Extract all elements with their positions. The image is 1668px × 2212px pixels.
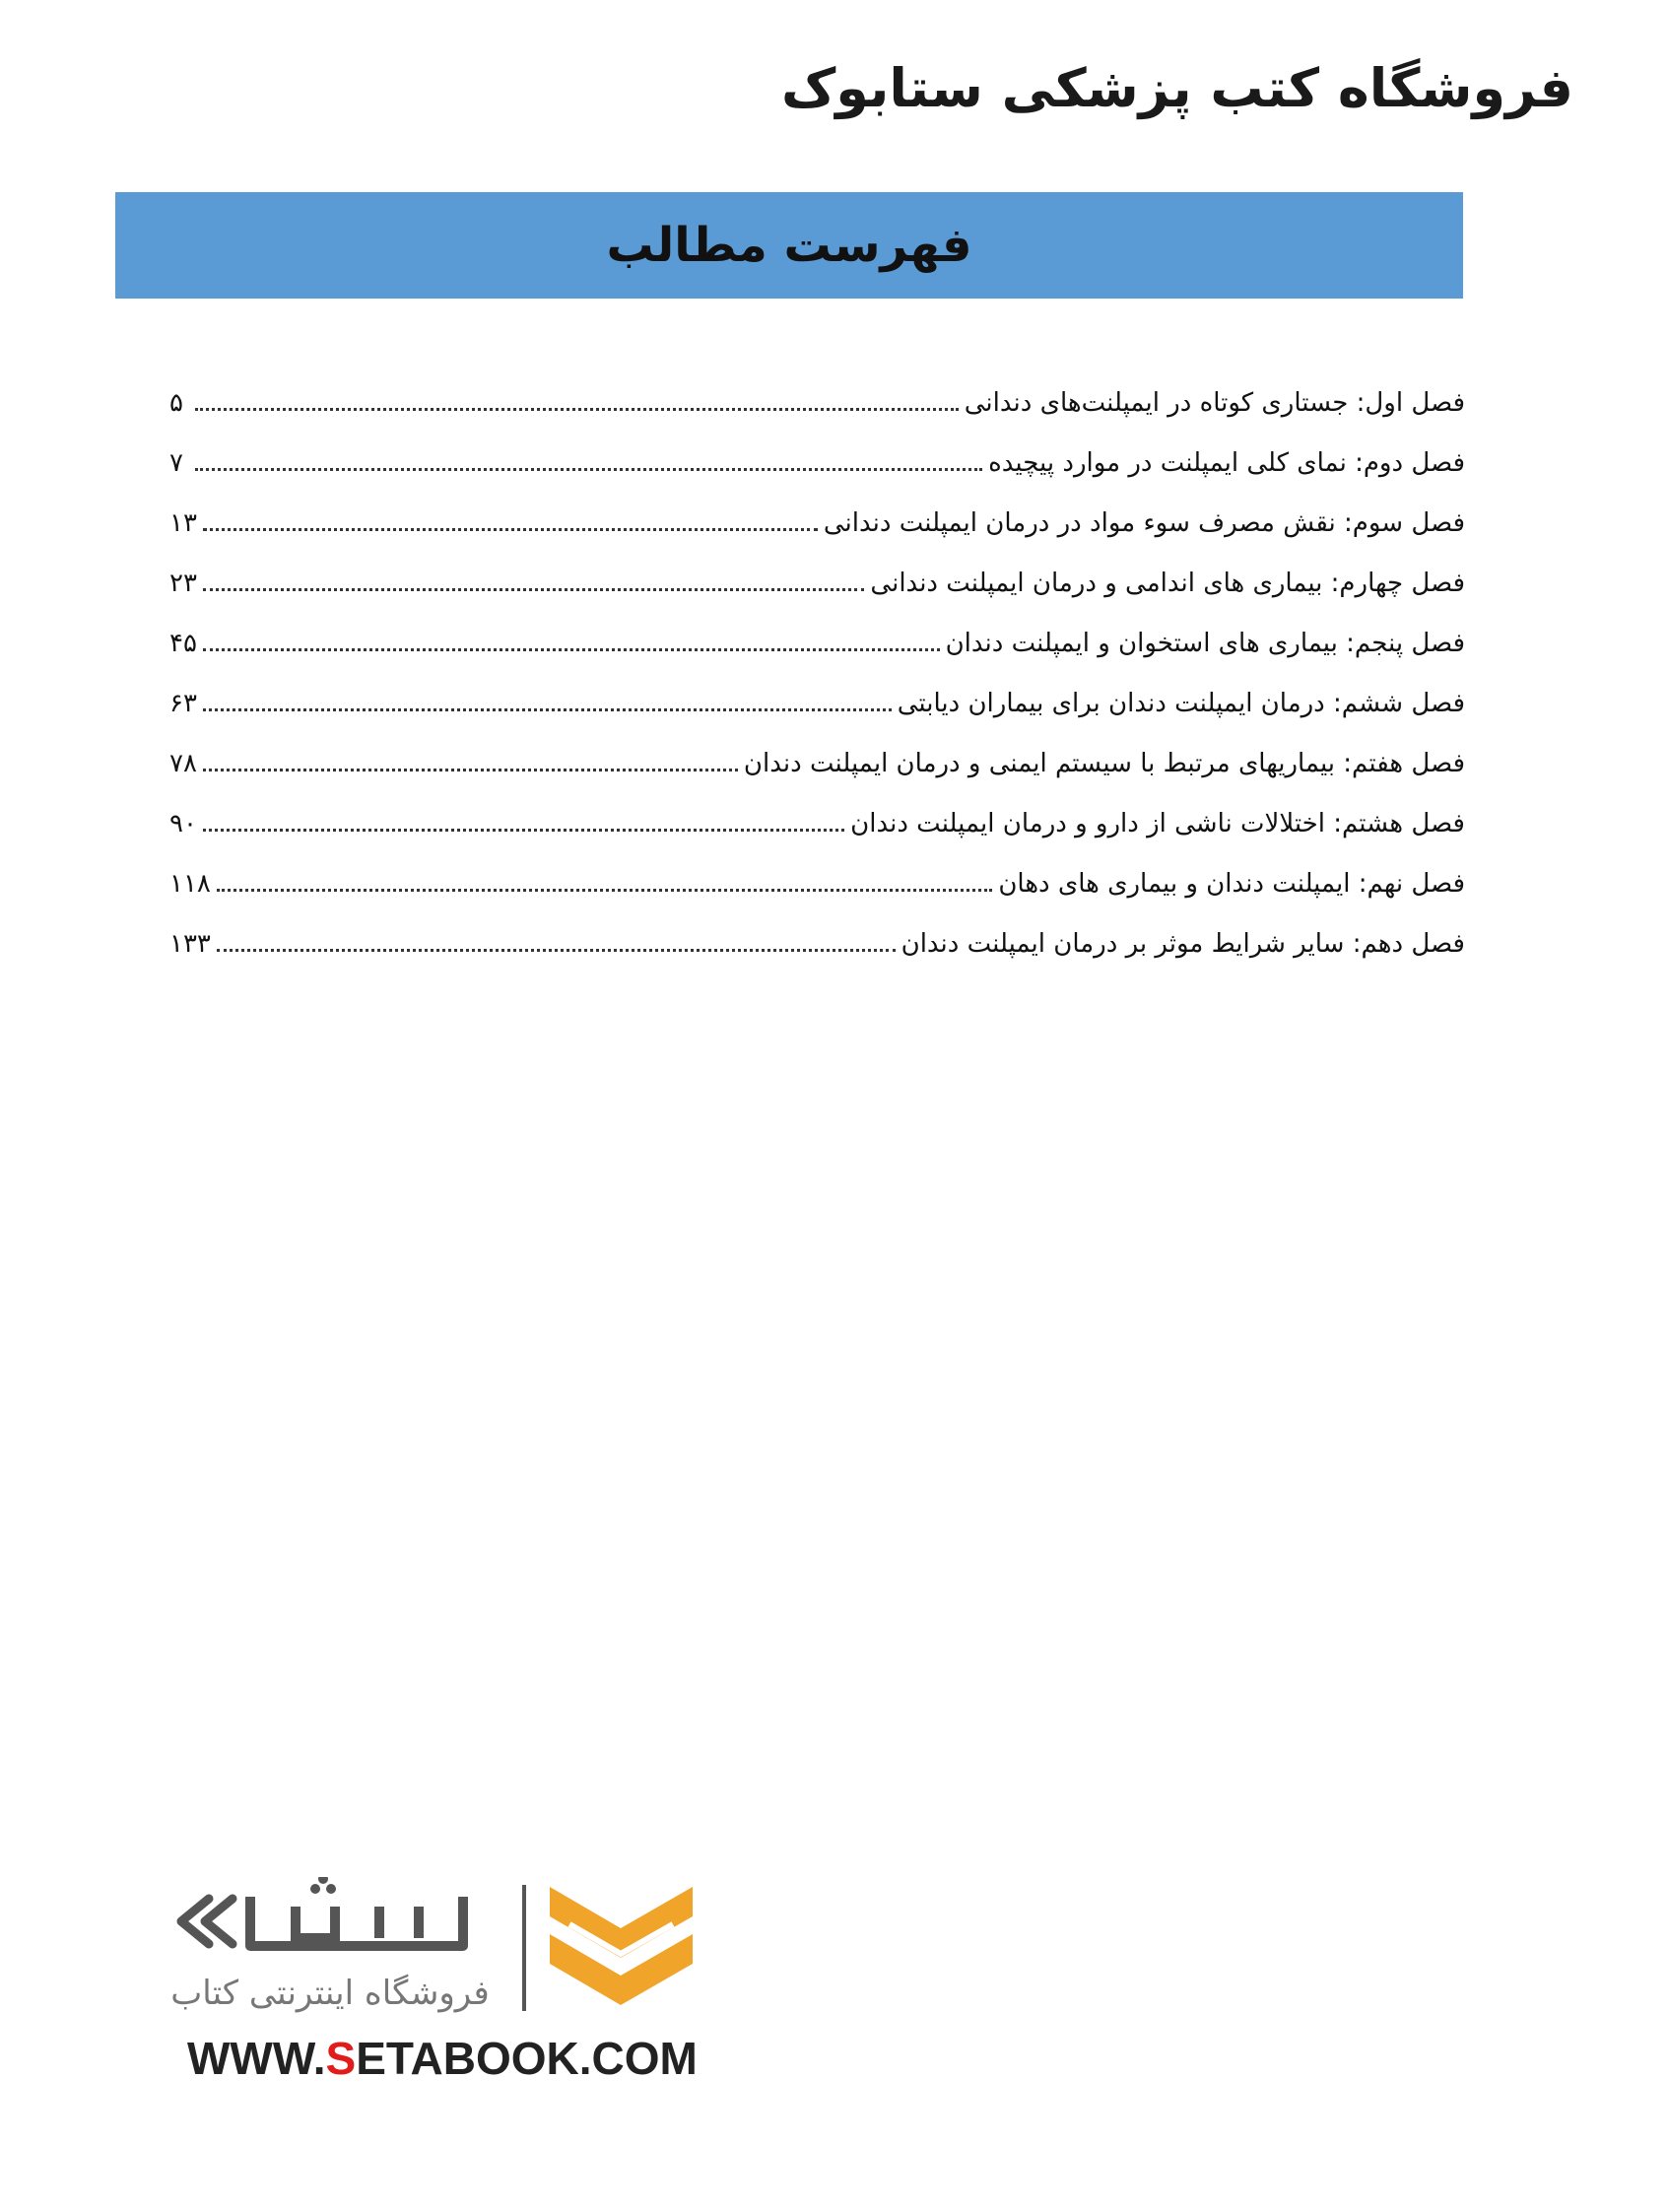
toc-entry[interactable] <box>169 433 1465 493</box>
toc-leader-dots <box>217 949 896 952</box>
logo-tagline: فروشگاه اینترنتی کتاب <box>170 1974 490 2013</box>
toc-entry[interactable] <box>169 613 1465 673</box>
website-suffix: ETABOOK.COM <box>356 2033 698 2084</box>
toc-entry-title: فصل سوم: نقش مصرف سوء مواد در درمان ایمپلنت دندانی <box>823 507 1465 538</box>
toc-entry-title: فصل اول: جستاری کوتاه در ایمپلنت‌های دندانی <box>964 387 1465 418</box>
toc-leader-dots <box>203 528 818 531</box>
toc-entry-title: فصل دوم: نمای کلی ایمپلنت در موارد پیچیده <box>988 447 1465 478</box>
toc-entry-page: ۱۱۸ <box>169 868 211 899</box>
toc-entry[interactable] <box>169 913 1465 973</box>
toc-entry[interactable] <box>169 493 1465 553</box>
toc-leader-dots <box>217 889 992 892</box>
toc-leader-dots <box>203 769 738 771</box>
toc-leader-dots <box>203 588 864 591</box>
logo-divider <box>522 1885 526 2011</box>
toc-entry-title: فصل هشتم: اختلالات ناشی از دارو و درمان ایمپلنت دندان <box>850 808 1465 838</box>
toc-banner <box>115 192 1463 299</box>
toc-leader-dots <box>203 648 940 651</box>
toc-entry-page: ۱۳ <box>169 507 197 538</box>
website-url[interactable] <box>187 2032 698 2085</box>
toc-entry-title: فصل هفتم: بیماریهای مرتبط با سیستم ایمنی و درمان ایمپلنت دندان <box>743 748 1465 778</box>
toc-leader-dots <box>203 829 844 832</box>
toc-entry-title: فصل چهارم: بیماری های اندامی و درمان ایمپلنت دندانی <box>870 568 1465 598</box>
toc-entry[interactable] <box>169 553 1465 613</box>
setabook-wordmark-icon <box>167 1877 493 1966</box>
toc-entry-page: ۵ <box>169 387 183 418</box>
toc-entry[interactable] <box>169 673 1465 733</box>
toc-entry-page: ۶۳ <box>169 688 197 718</box>
toc-list <box>169 372 1465 973</box>
store-title: فروشگاه کتب پزشکی ستابوک <box>780 57 1573 119</box>
toc-entry[interactable] <box>169 793 1465 853</box>
toc-entry[interactable] <box>169 372 1465 433</box>
book-chevron-icon <box>540 1877 702 2025</box>
website-accent: S <box>325 2033 357 2084</box>
toc-entry-page: ۲۳ <box>169 568 197 598</box>
toc-entry-page: ۴۵ <box>169 628 197 658</box>
toc-entry-page: ۷۸ <box>169 748 197 778</box>
toc-entry-page: ۷ <box>169 447 183 478</box>
toc-entry[interactable] <box>169 733 1465 793</box>
toc-entry-page: ۹۰ <box>169 808 197 838</box>
toc-entry[interactable] <box>169 853 1465 913</box>
toc-entry-title: فصل دهم: سایر شرایط موثر بر درمان ایمپلنت دندان <box>901 928 1465 959</box>
website-prefix: WWW. <box>187 2033 326 2084</box>
toc-heading: فهرست مطالب <box>606 218 972 273</box>
toc-leader-dots <box>195 408 959 411</box>
toc-entry-page: ۱۳۳ <box>169 928 211 959</box>
toc-leader-dots <box>203 708 892 711</box>
toc-leader-dots <box>195 468 982 471</box>
toc-entry-title: فصل پنجم: بیماری های استخوان و ایمپلنت دندان <box>945 628 1465 658</box>
toc-entry-title: فصل ششم: درمان ایمپلنت دندان برای بیماران دیابتی <box>897 688 1465 718</box>
toc-entry-title: فصل نهم: ایمپلنت دندان و بیماری های دهان <box>998 868 1465 899</box>
